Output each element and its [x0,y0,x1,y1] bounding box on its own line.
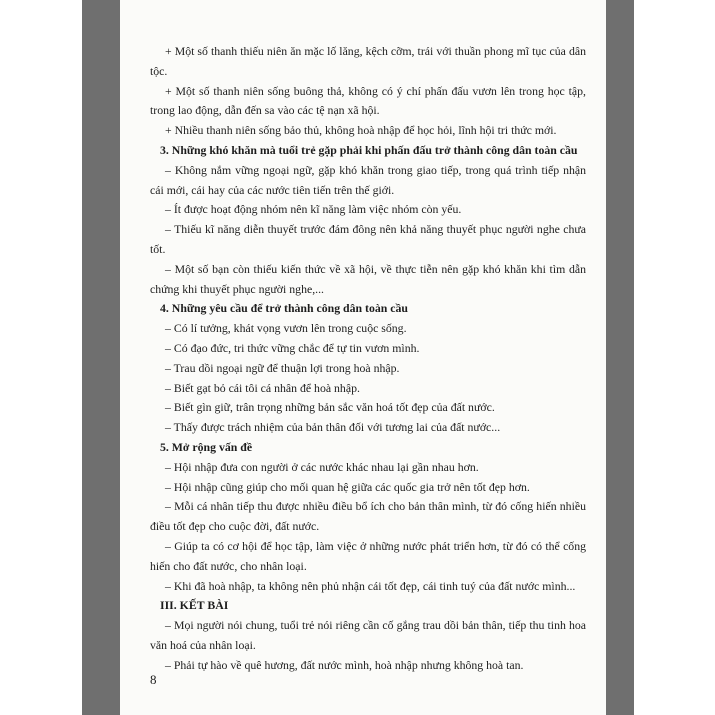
paragraph-7: – Một số bạn còn thiếu kiến thức về xã hội, về thực tiễn nên gặp khó khăn khi tìm dẫn chứng khi thuyết phục người nghe,... [150,261,586,296]
paragraph-16: – Mỗi cá nhân tiếp thu được nhiều điều bổ ích cho bản thân mình, từ đó cống hiến nhiều điều tốt đẹp cho cuộc đời, đất nước. [150,499,586,534]
page-number: 8 [150,672,157,687]
right-dark-border [606,0,634,715]
paragraph-8: – Có lí tưởng, khát vọng vươn lên trong cuộc sống. [165,321,407,336]
paragraph-12: – Biết gìn giữ, trân trọng những bản sắc văn hoá tốt đẹp của đất nước. [165,400,495,415]
paragraph-6: – Thiếu kĩ năng diễn thuyết trước đám đông nên khả năng thuyết phục người nghe chưa tốt. [150,222,586,256]
section-heading-3: 3. Những khó khăn mà tuổi trẻ gặp phải khi phấn đấu trở thành công dân toàn cầu [160,142,578,157]
paragraph-17: – Giúp ta có cơ hội để học tập, làm việc ở những nước phát triển hơn, từ đó có thể cống hiến cho đất nước, cho nhân loại. [150,538,586,573]
left-dark-border [82,0,120,715]
paragraph-14: – Hội nhập đưa con người ở các nước khác nhau lại gần nhau hơn. [165,459,479,474]
paragraph-5: – Ít được hoạt động nhóm nên kĩ năng làm việc nhóm còn yếu. [165,202,462,217]
page-text [150,42,586,676]
paragraph-13: – Thấy được trách nhiệm của bản thân đối với tương lai của đất nước... [165,420,501,435]
paragraph-9: – Có đạo đức, tri thức vững chắc để tự tin vươn mình. [165,340,420,355]
paragraph-4: – Không nắm vững ngoại ngữ, gặp khó khăn trong giao tiếp, trong quá trình tiếp nhận cái mới, cái hay của các nước tiên tiến trên thế giới. [150,162,586,197]
section-heading-conclusion: III. KẾT BÀI [160,598,229,613]
paragraph-15: – Hội nhập cũng giúp cho mối quan hệ giữa các quốc gia trở nên tốt đẹp hơn. [165,479,530,494]
paragraph-3: + Nhiều thanh niên sống bảo thủ, không hoà nhập để học hỏi, lĩnh hội tri thức mới. [165,123,557,138]
paragraph-11: – Biết gạt bỏ cái tôi cá nhân để hoà nhập. [165,380,360,395]
paragraph-10: – Trau dồi ngoại ngữ để thuận lợi trong hoà nhập. [165,360,400,375]
paragraph-19: – Mọi người nói chung, tuổi trẻ nói riêng cần cố gắng trau dồi bản thân, tiếp thu tinh hoa văn hoá của nhân loại. [150,618,586,652]
paragraph-1: + Một số thanh thiếu niên ăn mặc lố lăng, kệch cỡm, trái với thuần phong mĩ tục của dân tộc. [150,44,586,78]
paragraph-18: – Khi đã hoà nhập, ta không nên phủ nhận cái tốt đẹp, cái tinh tuý của đất nước mình... [165,578,576,593]
section-heading-5: 5. Mở rộng vấn đề [160,439,253,454]
paragraph-2: + Một số thanh niên sống buông thả, không có ý chí phấn đấu vươn lên trong học tập, trong lao động, dẫn đến sa vào các tệ nạn xã hội. [150,83,586,118]
section-heading-4: 4. Những yêu cầu để trở thành công dân toàn cầu [160,301,408,316]
paragraph-20: – Phải tự hào về quê hương, đất nước mình, hoà nhập nhưng không hoà tan. [165,657,524,672]
